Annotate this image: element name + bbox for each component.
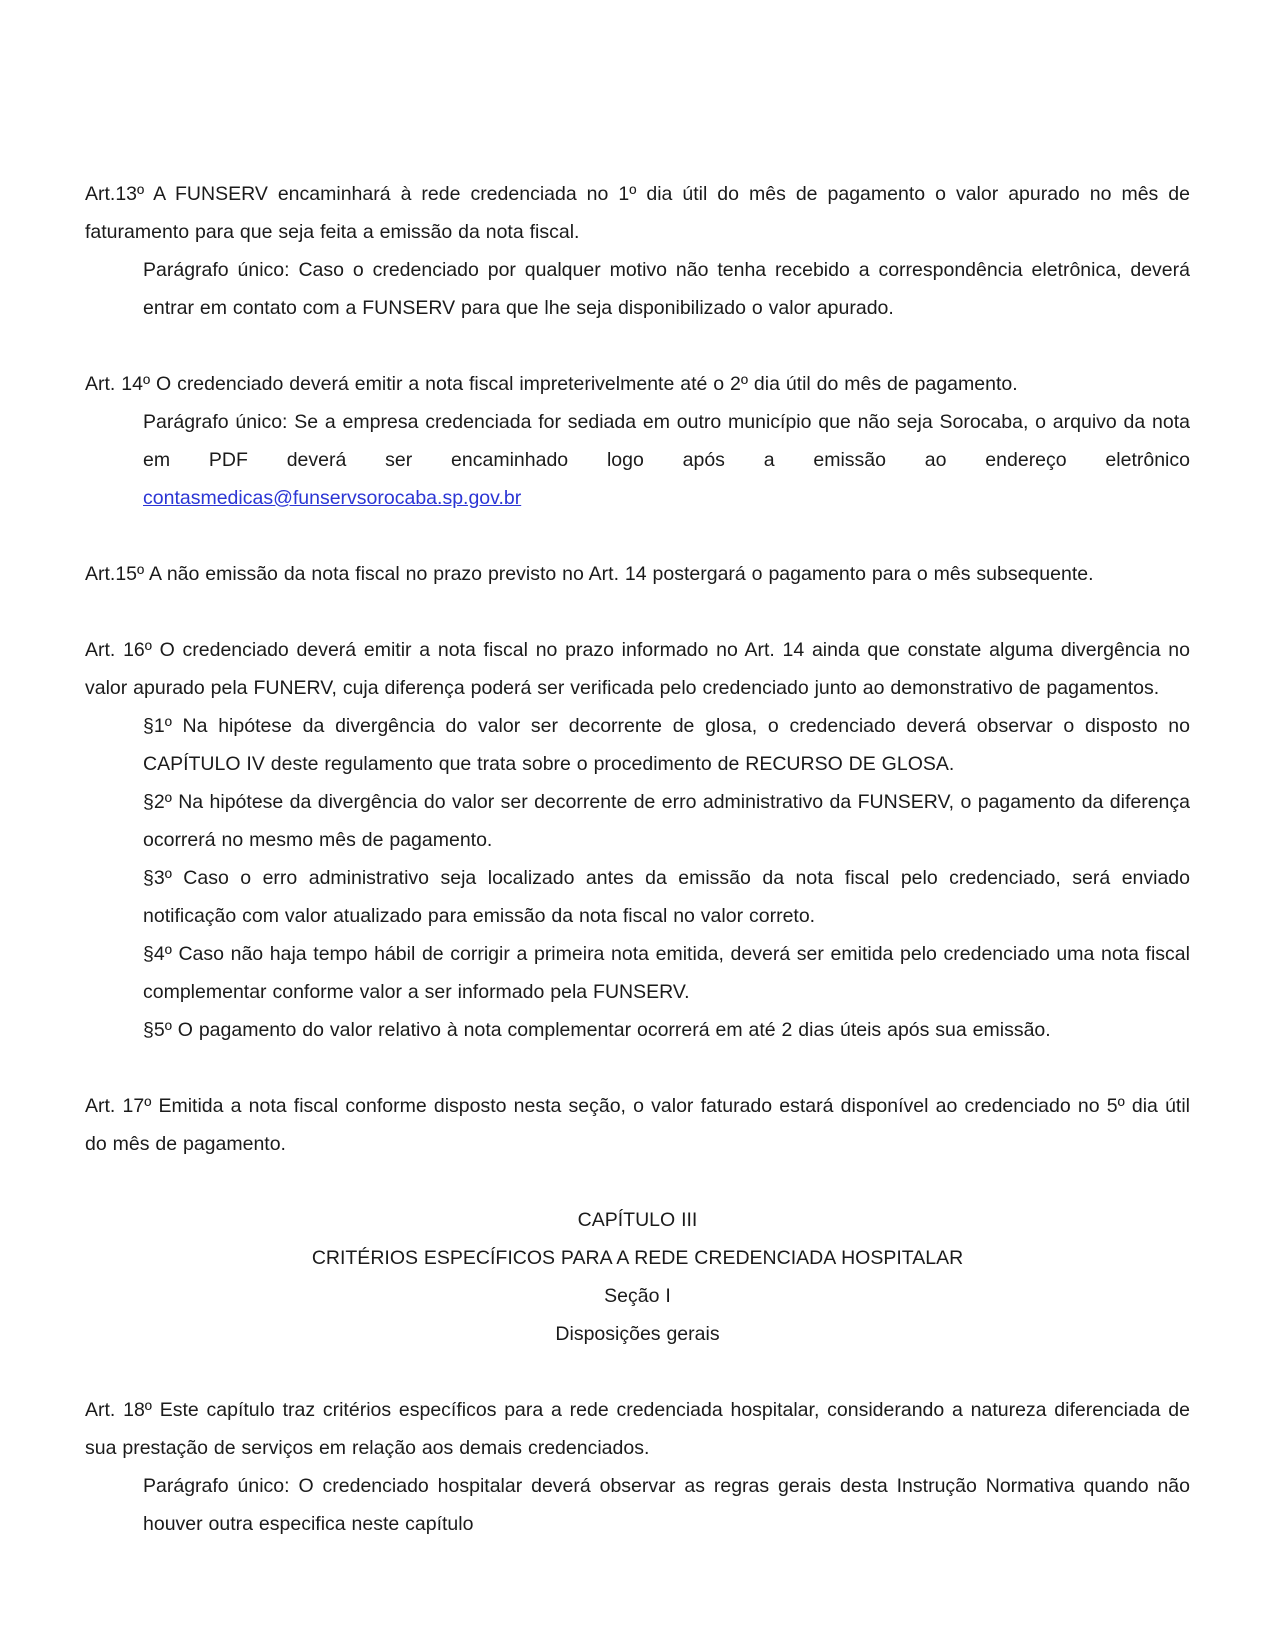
paragraph-spacer — [85, 1049, 1190, 1087]
section-1-subtitle: Disposições gerais — [555, 1323, 720, 1345]
section-1-heading: Seção I — [604, 1285, 671, 1307]
email-link[interactable]: contasmedicas@funservsorocaba.sp.gov.br — [143, 487, 522, 509]
art-16-par-1: §1º Na hipótese da divergência do valor ser decorrente de glosa, o credenciado deverá observar o disposto no CAPÍTULO IV deste regulamento que trata sobre o procedimento de RECURSO DE GLOSA. — [143, 715, 1190, 775]
art-17-caput: Art. 17º Emitida a nota fiscal conforme disposto nesta seção, o valor faturado estará disponível ao credenciado no 5º dia útil do mês de pagamento. — [85, 1095, 1190, 1155]
art-13-paragrafo-unico: Parágrafo único: Caso o credenciado por qualquer motivo não tenha recebido a correspondência eletrônica, deverá entrar em contato com a FUNSERV para que lhe seja disponibilizado o valor apurado. — [143, 259, 1190, 319]
art-16-par-5: §5º O pagamento do valor relativo à nota complementar ocorrerá em até 2 dias úteis após sua emissão. — [143, 1019, 1051, 1041]
art-16-caput: Art. 16º O credenciado deverá emitir a nota fiscal no prazo informado no Art. 14 ainda que constate alguma divergência no valor apurado pela FUNERV, cuja diferença poderá ser verificada pelo credenciado junto ao demonstrativo de pagamentos. — [85, 639, 1190, 699]
art-15-caput: Art.15º A não emissão da nota fiscal no prazo previsto no Art. 14 postergará o pagamento para o mês subsequente. — [85, 563, 1094, 585]
art-14-paragrafo-unico — [143, 403, 1190, 517]
art-16-par-2: §2º Na hipótese da divergência do valor ser decorrente de erro administrativo da FUNSERV, o pagamento da diferença ocorrerá no mesmo mês de pagamento. — [143, 791, 1190, 851]
chapter-3-title: CAPÍTULO III — [577, 1209, 698, 1231]
paragraph-spacer — [85, 1163, 1190, 1201]
art-18-caput: Art. 18º Este capítulo traz critérios específicos para a rede credenciada hospitalar, considerando a natureza diferenciada de sua prestação de serviços em relação aos demais credenciados. — [85, 1399, 1190, 1459]
chapter-3-subtitle: CRITÉRIOS ESPECÍFICOS PARA A REDE CREDENCIADA HOSPITALAR — [311, 1247, 964, 1269]
art-16-par-3: §3º Caso o erro administrativo seja localizado antes da emissão da nota fiscal pelo credenciado, será enviado notificação com valor atualizado para emissão da nota fiscal no valor correto. — [143, 867, 1190, 927]
art-14-caput: Art. 14º O credenciado deverá emitir a nota fiscal impreterivelmente até o 2º dia útil do mês de pagamento. — [85, 373, 1018, 395]
art-14-paragrafo-unico-text: Parágrafo único: Se a empresa credenciada for sediada em outro município que não seja Sorocaba, o arquivo da nota em PDF deverá ser encaminhado logo após a emissão ao endereço eletrônico — [143, 411, 1190, 471]
art-18-paragrafo-unico: Parágrafo único: O credenciado hospitalar deverá observar as regras gerais desta Instrução Normativa quando não houver outra especifica neste capítulo — [143, 1475, 1190, 1535]
paragraph-spacer — [85, 1353, 1190, 1391]
art-13-caput: Art.13º A FUNSERV encaminhará à rede credenciada no 1º dia útil do mês de pagamento o valor apurado no mês de faturamento para que seja feita a emissão da nota fiscal. — [85, 183, 1190, 243]
paragraph-spacer — [85, 517, 1190, 555]
art-16-par-4: §4º Caso não haja tempo hábil de corrigir a primeira nota emitida, deverá ser emitida pelo credenciado uma nota fiscal complementar conforme valor a ser informado pela FUNSERV. — [143, 943, 1190, 1003]
paragraph-spacer — [85, 327, 1190, 365]
paragraph-spacer — [85, 593, 1190, 631]
